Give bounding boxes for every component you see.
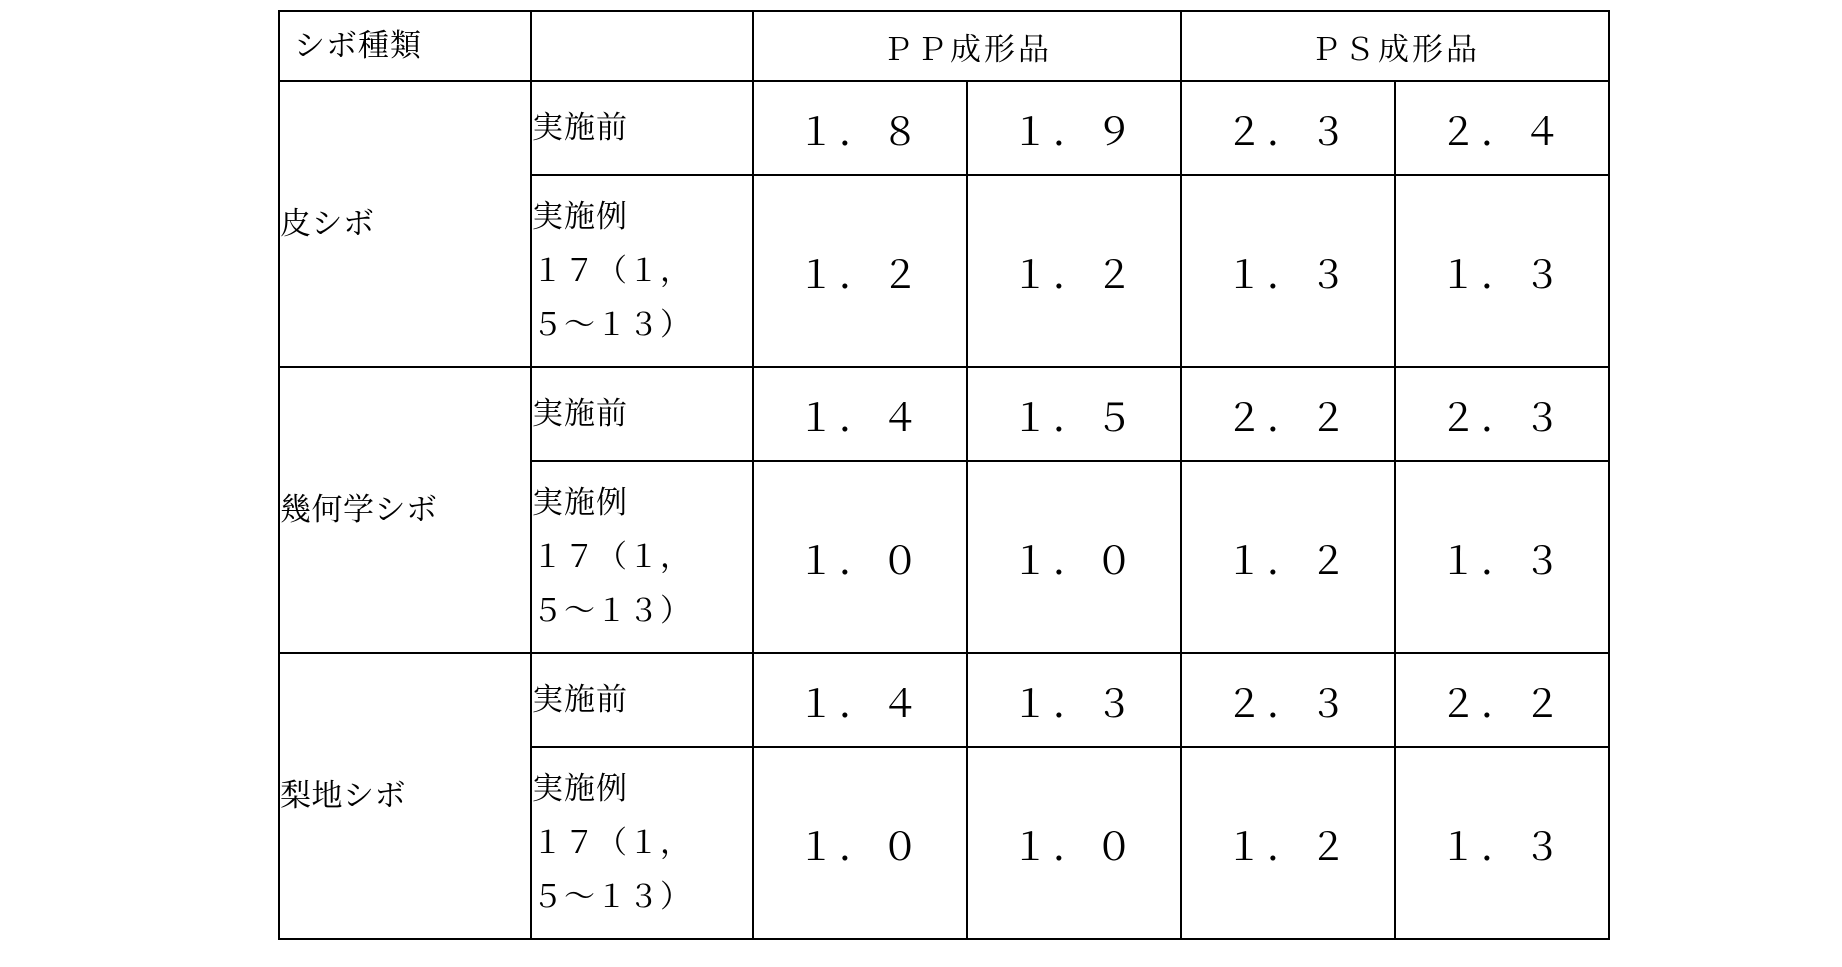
value-cell: ２．４ <box>1395 81 1609 175</box>
value-cell: ２．３ <box>1395 367 1609 461</box>
value-cell: １．０ <box>967 747 1181 939</box>
value-cell: １．０ <box>753 461 967 653</box>
value-cell: １．３ <box>1395 175 1609 367</box>
stage-line-2: １７（１， <box>532 824 692 860</box>
value-cell: １．４ <box>753 367 967 461</box>
value-cell: １．３ <box>967 653 1181 747</box>
stage-label: 実施前 <box>531 653 753 747</box>
table-row <box>279 367 1609 461</box>
header-stage-blank <box>531 11 753 81</box>
value-cell: １．４ <box>753 653 967 747</box>
value-cell: １．５ <box>967 367 1181 461</box>
value-cell: ２．３ <box>1181 81 1395 175</box>
stage-line-1: 実施例 <box>532 484 628 520</box>
stage-label-multiline <box>531 747 753 939</box>
kind-label: 皮シボ <box>279 81 531 367</box>
kind-label: 梨地シボ <box>279 653 531 939</box>
value-cell: １．２ <box>1181 747 1395 939</box>
value-cell: １．３ <box>1395 461 1609 653</box>
value-cell: １．２ <box>1181 461 1395 653</box>
header-kind: シボ種類 <box>279 11 531 81</box>
kind-label: 幾何学シボ <box>279 367 531 653</box>
stage-line-2: １７（１， <box>532 252 692 288</box>
value-cell: １．８ <box>753 81 967 175</box>
table-row <box>279 81 1609 175</box>
stage-line-3: ５〜１３） <box>532 593 692 629</box>
value-cell: １．０ <box>753 747 967 939</box>
table-row <box>279 653 1609 747</box>
value-cell: １．３ <box>1395 747 1609 939</box>
value-cell: ２．２ <box>1181 367 1395 461</box>
header-pp: ＰＰ成形品 <box>753 11 1181 81</box>
stage-line-3: ５〜１３） <box>532 307 692 343</box>
value-cell: １．３ <box>1181 175 1395 367</box>
value-cell: １．２ <box>753 175 967 367</box>
stage-line-2: １７（１， <box>532 538 692 574</box>
value-cell: ２．２ <box>1395 653 1609 747</box>
value-cell: ２．３ <box>1181 653 1395 747</box>
stage-line-1: 実施例 <box>532 770 628 806</box>
stage-line-3: ５〜１３） <box>532 879 692 915</box>
stage-line-1: 実施例 <box>532 198 628 234</box>
measurement-table <box>278 10 1610 940</box>
value-cell: １．０ <box>967 461 1181 653</box>
stage-label: 実施前 <box>531 81 753 175</box>
stage-label-multiline <box>531 175 753 367</box>
stage-label: 実施前 <box>531 367 753 461</box>
value-cell: １．９ <box>967 81 1181 175</box>
value-cell: １．２ <box>967 175 1181 367</box>
stage-label-multiline <box>531 461 753 653</box>
header-ps: ＰＳ成形品 <box>1181 11 1609 81</box>
table-header-row <box>279 11 1609 81</box>
measurement-table-container <box>278 10 1608 940</box>
